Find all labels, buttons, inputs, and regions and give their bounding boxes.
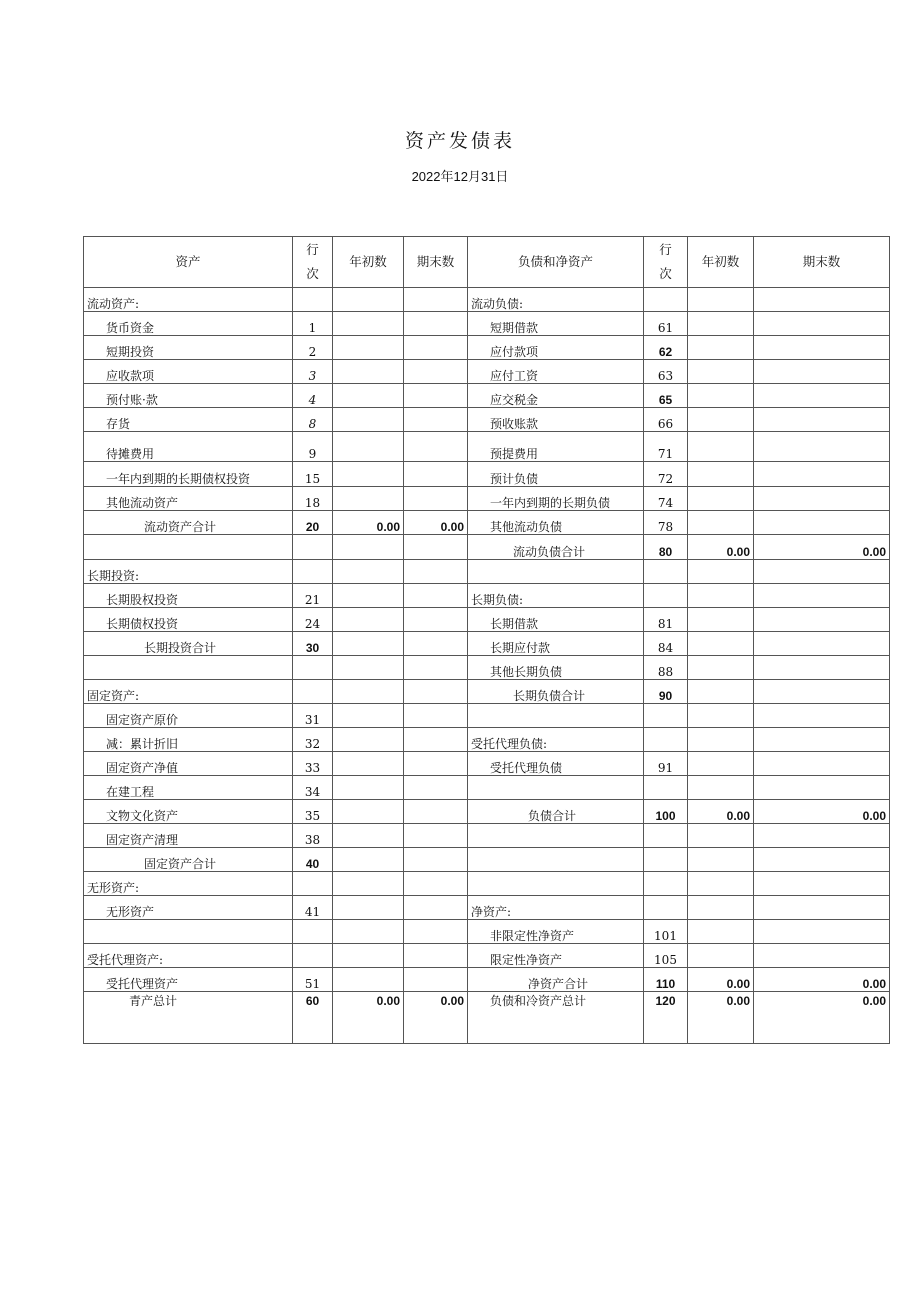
left-item: 短期投资 (84, 336, 293, 360)
left-item (84, 920, 293, 944)
header-row-no (293, 237, 333, 288)
right-begin-amount (688, 487, 754, 511)
right-row-no: 100 (644, 800, 688, 824)
right-item: 应交税金 (468, 384, 644, 408)
right-end-amount (754, 432, 890, 462)
right-row-no (644, 584, 688, 608)
right-end-amount (754, 560, 890, 584)
report-date: 2022年12月31日 (411, 169, 509, 184)
left-begin-amount (333, 535, 404, 560)
right-item: 受托代理负债 (468, 752, 644, 776)
left-row-no (293, 535, 333, 560)
header-end-2: 期末数 (754, 237, 890, 288)
header-begin-2: 年初数 (688, 237, 754, 288)
table-row (84, 704, 890, 728)
left-end-amount (404, 872, 468, 896)
left-begin-amount (333, 360, 404, 384)
page-title: 资产发债表 (404, 130, 515, 152)
table-row (84, 824, 890, 848)
right-end-amount (754, 360, 890, 384)
right-begin-amount (688, 608, 754, 632)
left-row-no (293, 560, 333, 584)
right-row-no: 61 (644, 312, 688, 336)
table-row (84, 336, 890, 360)
right-begin-amount (688, 920, 754, 944)
left-item: 长期投资: (84, 560, 293, 584)
left-begin-amount (333, 752, 404, 776)
left-row-no: 1 (293, 312, 333, 336)
left-item (84, 535, 293, 560)
right-row-no (644, 824, 688, 848)
header-liabilities: 负债和净资产 (468, 237, 644, 288)
left-begin-amount (333, 487, 404, 511)
right-item: 长期借款 (468, 608, 644, 632)
right-item: 长期应付款 (468, 632, 644, 656)
left-row-no: 32 (293, 728, 333, 752)
right-end-amount: 0.00 (754, 992, 890, 1044)
right-begin-amount: 0.00 (688, 535, 754, 560)
right-end-amount (754, 632, 890, 656)
right-end-amount: 0.00 (754, 800, 890, 824)
right-begin-amount (688, 312, 754, 336)
left-end-amount (404, 656, 468, 680)
left-begin-amount (333, 728, 404, 752)
right-end-amount (754, 288, 890, 312)
left-begin-amount (333, 944, 404, 968)
left-end-amount (404, 408, 468, 432)
left-end-amount (404, 360, 468, 384)
right-item (468, 872, 644, 896)
left-end-amount (404, 384, 468, 408)
right-item: 预收账款 (468, 408, 644, 432)
left-end-amount (404, 680, 468, 704)
table-row (84, 608, 890, 632)
left-begin-amount (333, 872, 404, 896)
right-item (468, 824, 644, 848)
right-item: 净资产合计 (468, 968, 644, 992)
right-begin-amount (688, 824, 754, 848)
header-row-no2-top: 行 (659, 242, 672, 257)
left-item: 存货 (84, 408, 293, 432)
right-row-no: 88 (644, 656, 688, 680)
right-row-no: 81 (644, 608, 688, 632)
right-row-no: 63 (644, 360, 688, 384)
left-item: 文物文化资产 (84, 800, 293, 824)
right-row-no: 120 (644, 992, 688, 1044)
left-row-no: 35 (293, 800, 333, 824)
left-begin-amount (333, 384, 404, 408)
right-row-no: 84 (644, 632, 688, 656)
table-row (84, 944, 890, 968)
right-end-amount (754, 487, 890, 511)
left-begin-amount (333, 632, 404, 656)
right-item: 流动负债: (468, 288, 644, 312)
right-begin-amount (688, 680, 754, 704)
right-begin-amount (688, 656, 754, 680)
left-end-amount (404, 944, 468, 968)
left-item: 无形资产 (84, 896, 293, 920)
right-item: 负债和冷资产总计 (468, 992, 644, 1044)
left-row-no: 20 (293, 511, 333, 535)
right-begin-amount (688, 704, 754, 728)
left-item: 长期股权投资 (84, 584, 293, 608)
right-item (468, 776, 644, 800)
right-begin-amount (688, 336, 754, 360)
left-item: 受托代理资产 (84, 968, 293, 992)
right-item: 长期负债: (468, 584, 644, 608)
table-row (84, 360, 890, 384)
left-end-amount: 0.00 (404, 511, 468, 535)
right-row-no: 66 (644, 408, 688, 432)
left-row-no (293, 656, 333, 680)
left-row-no: 3 (293, 360, 333, 384)
left-end-amount (404, 752, 468, 776)
left-row-no: 18 (293, 487, 333, 511)
right-end-amount (754, 920, 890, 944)
right-row-no: 78 (644, 511, 688, 535)
left-row-no: 2 (293, 336, 333, 360)
right-end-amount (754, 896, 890, 920)
table-row (84, 968, 890, 992)
left-begin-amount (333, 920, 404, 944)
right-begin-amount: 0.00 (688, 992, 754, 1044)
right-end-amount (754, 656, 890, 680)
left-end-amount (404, 896, 468, 920)
right-begin-amount (688, 776, 754, 800)
left-item: 固定资产合计 (84, 848, 293, 872)
header-begin: 年初数 (333, 237, 404, 288)
left-begin-amount (333, 896, 404, 920)
right-item (468, 848, 644, 872)
left-item: 受托代理资产: (84, 944, 293, 968)
right-item: 非限定性净资产 (468, 920, 644, 944)
right-row-no (644, 560, 688, 584)
right-row-no (644, 704, 688, 728)
left-end-amount (404, 920, 468, 944)
left-begin-amount (333, 824, 404, 848)
right-begin-amount (688, 462, 754, 487)
left-row-no: 33 (293, 752, 333, 776)
left-row-no: 9 (293, 432, 333, 462)
header-row-no-2 (644, 237, 688, 288)
right-item: 应付款项 (468, 336, 644, 360)
left-item: 流动资产: (84, 288, 293, 312)
right-row-no: 74 (644, 487, 688, 511)
table-row (84, 384, 890, 408)
right-item: 限定性净资产 (468, 944, 644, 968)
right-item: 流动负债合计 (468, 535, 644, 560)
left-begin-amount (333, 408, 404, 432)
table-row (84, 432, 890, 462)
right-row-no (644, 872, 688, 896)
left-row-no (293, 680, 333, 704)
right-end-amount (754, 872, 890, 896)
right-end-amount (754, 728, 890, 752)
right-begin-amount (688, 408, 754, 432)
right-begin-amount (688, 728, 754, 752)
right-begin-amount (688, 584, 754, 608)
table-row (84, 848, 890, 872)
right-item: 短期借款 (468, 312, 644, 336)
right-begin-amount (688, 384, 754, 408)
right-end-amount (754, 408, 890, 432)
right-row-no: 71 (644, 432, 688, 462)
right-begin-amount (688, 896, 754, 920)
right-row-no (644, 848, 688, 872)
left-end-amount (404, 312, 468, 336)
left-row-no: 51 (293, 968, 333, 992)
left-end-amount (404, 800, 468, 824)
right-begin-amount (688, 944, 754, 968)
left-item: 青产总计 (84, 992, 293, 1044)
right-end-amount (754, 584, 890, 608)
right-end-amount (754, 462, 890, 487)
left-item: 在建工程 (84, 776, 293, 800)
right-row-no: 101 (644, 920, 688, 944)
left-row-no (293, 288, 333, 312)
left-begin-amount (333, 336, 404, 360)
table-row (84, 462, 890, 487)
right-row-no: 80 (644, 535, 688, 560)
left-item: 一年内到期的长期债权投资 (84, 462, 293, 487)
right-begin-amount (688, 752, 754, 776)
left-begin-amount (333, 608, 404, 632)
right-begin-amount (688, 511, 754, 535)
left-item: 货币资金 (84, 312, 293, 336)
right-item: 其他流动负债 (468, 511, 644, 535)
left-end-amount (404, 824, 468, 848)
left-row-no: 4 (293, 384, 333, 408)
left-begin-amount: 0.00 (333, 992, 404, 1044)
left-end-amount (404, 776, 468, 800)
right-row-no: 91 (644, 752, 688, 776)
table-row (84, 408, 890, 432)
table-row (84, 560, 890, 584)
left-item: 固定资产清理 (84, 824, 293, 848)
left-begin-amount (333, 704, 404, 728)
left-item: 固定资产原价 (84, 704, 293, 728)
left-begin-amount (333, 848, 404, 872)
left-begin-amount (333, 462, 404, 487)
left-item: 应收款项 (84, 360, 293, 384)
left-row-no: 40 (293, 848, 333, 872)
left-item: 固定资产: (84, 680, 293, 704)
right-row-no: 105 (644, 944, 688, 968)
right-row-no (644, 896, 688, 920)
right-item: 长期负债合计 (468, 680, 644, 704)
right-begin-amount (688, 288, 754, 312)
right-end-amount (754, 776, 890, 800)
left-end-amount (404, 968, 468, 992)
table-row (84, 535, 890, 560)
table-row (84, 872, 890, 896)
left-begin-amount (333, 968, 404, 992)
left-row-no: 60 (293, 992, 333, 1044)
table-row (84, 728, 890, 752)
header-row-no2-bottom: 次 (659, 266, 672, 281)
left-row-no: 21 (293, 584, 333, 608)
right-begin-amount: 0.00 (688, 968, 754, 992)
left-item: 减：累计折旧 (84, 728, 293, 752)
header-end: 期末数 (404, 237, 468, 288)
left-item: 固定资产净值 (84, 752, 293, 776)
left-begin-amount (333, 312, 404, 336)
header-assets: 资产 (84, 237, 293, 288)
left-end-amount (404, 462, 468, 487)
left-row-no (293, 944, 333, 968)
table-header-row (84, 237, 890, 288)
left-begin-amount (333, 560, 404, 584)
right-end-amount (754, 704, 890, 728)
right-row-no: 72 (644, 462, 688, 487)
balance-sheet-table (83, 236, 890, 1044)
left-end-amount (404, 584, 468, 608)
left-row-no: 34 (293, 776, 333, 800)
table-row (84, 776, 890, 800)
left-item: 预付账·款 (84, 384, 293, 408)
left-item: 待摊费用 (84, 432, 293, 462)
left-item: 长期债权投资 (84, 608, 293, 632)
left-end-amount (404, 487, 468, 511)
right-begin-amount: 0.00 (688, 800, 754, 824)
right-row-no: 90 (644, 680, 688, 704)
right-item: 净资产: (468, 896, 644, 920)
right-item: 预计负债 (468, 462, 644, 487)
left-begin-amount (333, 776, 404, 800)
left-row-no: 15 (293, 462, 333, 487)
left-end-amount (404, 608, 468, 632)
right-end-amount (754, 944, 890, 968)
left-item: 长期投资合计 (84, 632, 293, 656)
right-end-amount (754, 608, 890, 632)
left-end-amount (404, 336, 468, 360)
right-item: 预提费用 (468, 432, 644, 462)
left-end-amount (404, 728, 468, 752)
right-end-amount (754, 680, 890, 704)
right-begin-amount (688, 632, 754, 656)
right-end-amount (754, 336, 890, 360)
right-row-no: 110 (644, 968, 688, 992)
table-row (84, 896, 890, 920)
right-begin-amount (688, 360, 754, 384)
left-end-amount: 0.00 (404, 992, 468, 1044)
left-begin-amount (333, 432, 404, 462)
right-row-no (644, 288, 688, 312)
left-begin-amount (333, 800, 404, 824)
header-row-no-top: 行 (306, 242, 319, 257)
table-row (84, 288, 890, 312)
right-row-no: 65 (644, 384, 688, 408)
left-item (84, 656, 293, 680)
table-row (84, 752, 890, 776)
left-row-no: 30 (293, 632, 333, 656)
left-item: 其他流动资产 (84, 487, 293, 511)
left-item: 无形资产: (84, 872, 293, 896)
left-row-no: 38 (293, 824, 333, 848)
right-end-amount (754, 384, 890, 408)
left-item: 流动资产合计 (84, 511, 293, 535)
right-end-amount (754, 752, 890, 776)
table-row (84, 487, 890, 511)
left-begin-amount: 0.00 (333, 511, 404, 535)
left-end-amount (404, 560, 468, 584)
right-end-amount: 0.00 (754, 535, 890, 560)
left-row-no: 8 (293, 408, 333, 432)
right-item (468, 560, 644, 584)
right-row-no (644, 776, 688, 800)
left-end-amount (404, 288, 468, 312)
table-row (84, 992, 890, 1044)
table-row (84, 800, 890, 824)
left-row-no: 24 (293, 608, 333, 632)
right-end-amount (754, 848, 890, 872)
right-end-amount (754, 511, 890, 535)
left-row-no: 41 (293, 896, 333, 920)
left-begin-amount (333, 680, 404, 704)
right-row-no: 62 (644, 336, 688, 360)
right-begin-amount (688, 432, 754, 462)
table-row (84, 511, 890, 535)
left-end-amount (404, 632, 468, 656)
left-row-no (293, 872, 333, 896)
left-end-amount (404, 848, 468, 872)
right-item: 受托代理负债: (468, 728, 644, 752)
table-row (84, 632, 890, 656)
left-end-amount (404, 432, 468, 462)
right-item: 一年内到期的长期负债 (468, 487, 644, 511)
table-row (84, 656, 890, 680)
left-begin-amount (333, 584, 404, 608)
table-row (84, 920, 890, 944)
table-row (84, 680, 890, 704)
header-row-no-bottom: 次 (306, 266, 319, 281)
left-begin-amount (333, 656, 404, 680)
right-item: 应付工资 (468, 360, 644, 384)
left-end-amount (404, 704, 468, 728)
right-end-amount: 0.00 (754, 968, 890, 992)
table-row (84, 584, 890, 608)
right-begin-amount (688, 848, 754, 872)
right-begin-amount (688, 872, 754, 896)
right-end-amount (754, 824, 890, 848)
right-item: 负债合计 (468, 800, 644, 824)
right-row-no (644, 728, 688, 752)
right-item (468, 704, 644, 728)
left-row-no: 31 (293, 704, 333, 728)
left-end-amount (404, 535, 468, 560)
left-row-no (293, 920, 333, 944)
right-end-amount (754, 312, 890, 336)
left-begin-amount (333, 288, 404, 312)
right-begin-amount (688, 560, 754, 584)
right-item: 其他长期负债 (468, 656, 644, 680)
table-row (84, 312, 890, 336)
